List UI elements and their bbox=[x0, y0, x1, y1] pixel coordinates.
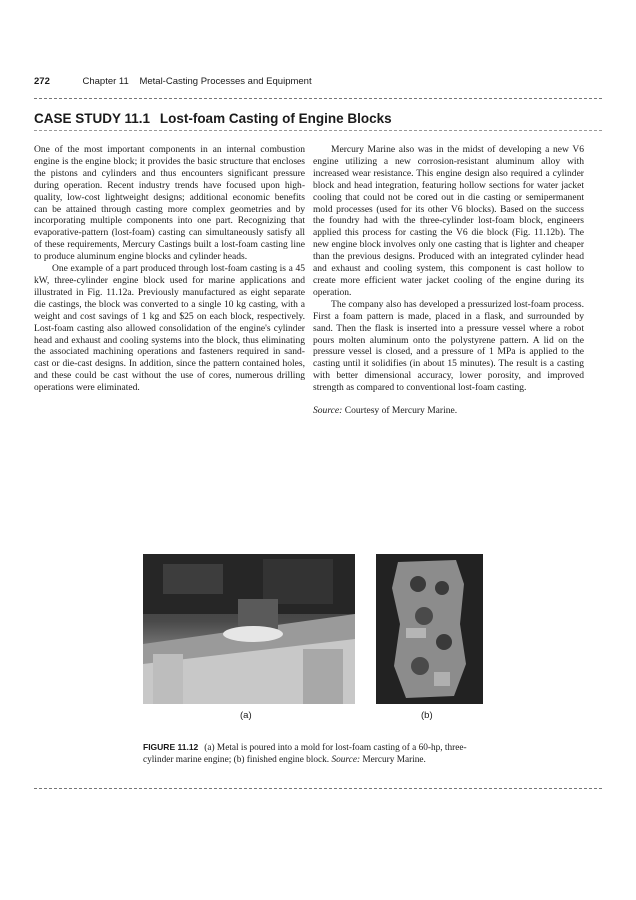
running-header bbox=[34, 76, 312, 87]
case-study-title: Lost-foam Casting of Engine Blocks bbox=[159, 111, 392, 126]
footer-rule bbox=[34, 788, 602, 789]
source-label: Source: bbox=[313, 405, 343, 417]
case-study-label: CASE STUDY 11.1 bbox=[34, 111, 151, 126]
paragraph: One example of a part produced through lost-foam casting is a 45 kW, three-cylinder engine block used for marine applications and illustrated in Fig. 11.12a. Previously manufactured as eight separate die castings, the block was converted to a single 10 kg casting, with a weight and cost savings of 1 kg and $25 on each block, respectively. Lost-foam casting also allowed consolidation of the engine's cylinder head and exhaust and cooling systems into the block, thus eliminating the associated machining operations and fasteners required in sand-cast or die-cast designs. In addition, since the pattern contained holes, and these could be cast without the use of cores, numerous drilling operations were eliminated. bbox=[34, 263, 305, 394]
right-column bbox=[313, 144, 584, 417]
figure-caption-text: (a) Metal is poured into a mold for lost-foam casting of a 60-hp, three-cylinder marine engine; (b) finished engine block. bbox=[143, 743, 467, 765]
paragraph: Mercury Marine also was in the midst of developing a new V6 engine utilizing a new corrosion-resistant aluminum alloy with increased wear resistance. This engine design also required a cylinder block and head integration, featuring hollow sections for water jacket cooling that could not be cored out in die casting or semipermanent mold processes (used for its other V6 blocks). Based on the success the foundry had with the three-cylinder lost-foam block, engineers applied this process for casting the V6 die block (Fig. 11.12b). The new engine block involves only one casting that is lighter and cheaper than the previous designs. Produced with an integrated cylinder head and exhaust and cooling system, this component is cast hollow to create more efficient water jacket cooling of the engine during its operation. bbox=[313, 144, 584, 298]
case-study-heading bbox=[34, 111, 392, 126]
photo-pouring-metal bbox=[143, 554, 355, 704]
paragraph: The company also has developed a pressurized lost-foam process. First a foam pattern is made, placed in a flask, and surrounded by sand. Then the flask is inserted into a pressure vessel where a robot pours molten aluminum onto the polystyrene pattern. A lid on the pressure vessel is closed, and a pressure of 1 MPa is applied to the casting until it solidifies (in about 15 minutes). The result is a casting with better dimensional accuracy, lower porosity, and improved strength as compared to conventional lost-foam casting. bbox=[313, 298, 584, 394]
figure-caption-source-label: Source: bbox=[331, 754, 361, 765]
source-line bbox=[313, 405, 584, 417]
photo-engine-block bbox=[376, 554, 483, 704]
chapter-number: Chapter 11 bbox=[82, 76, 129, 87]
figure-label-a: (a) bbox=[240, 710, 252, 721]
paragraph: One of the most important components in an internal combustion engine is the engine block; it provides the basic structure that encloses the pistons and cylinders and thus encounters significant pressure during operation. Recent industry trends have focused upon high-quality, low-cost lightweight designs; additional economic benefits can be attained through casting more complex geometries and by incorporating multiple components into one part. Recognizing that evaporative-pattern (lost-foam) casting can simultaneously satisfy all of these requirements, Mercury Castings built a lost-foam casting line to produce aluminum engine blocks and cylinder heads. bbox=[34, 144, 305, 263]
figure-label-b: (b) bbox=[421, 710, 433, 721]
chapter-title: Metal-Casting Processes and Equipment bbox=[139, 76, 312, 87]
header-rule bbox=[34, 98, 602, 99]
pouring-scene-illustration bbox=[143, 554, 355, 704]
left-column bbox=[34, 144, 305, 394]
engine-block-illustration bbox=[376, 554, 483, 704]
figure-caption-label: FIGURE 11.12 bbox=[143, 742, 199, 752]
figure-caption-source: Mercury Marine. bbox=[362, 754, 426, 765]
figure-caption bbox=[143, 742, 483, 766]
source-text: Courtesy of Mercury Marine. bbox=[344, 405, 458, 417]
case-study-rule bbox=[34, 130, 602, 131]
page-number: 272 bbox=[34, 76, 50, 87]
